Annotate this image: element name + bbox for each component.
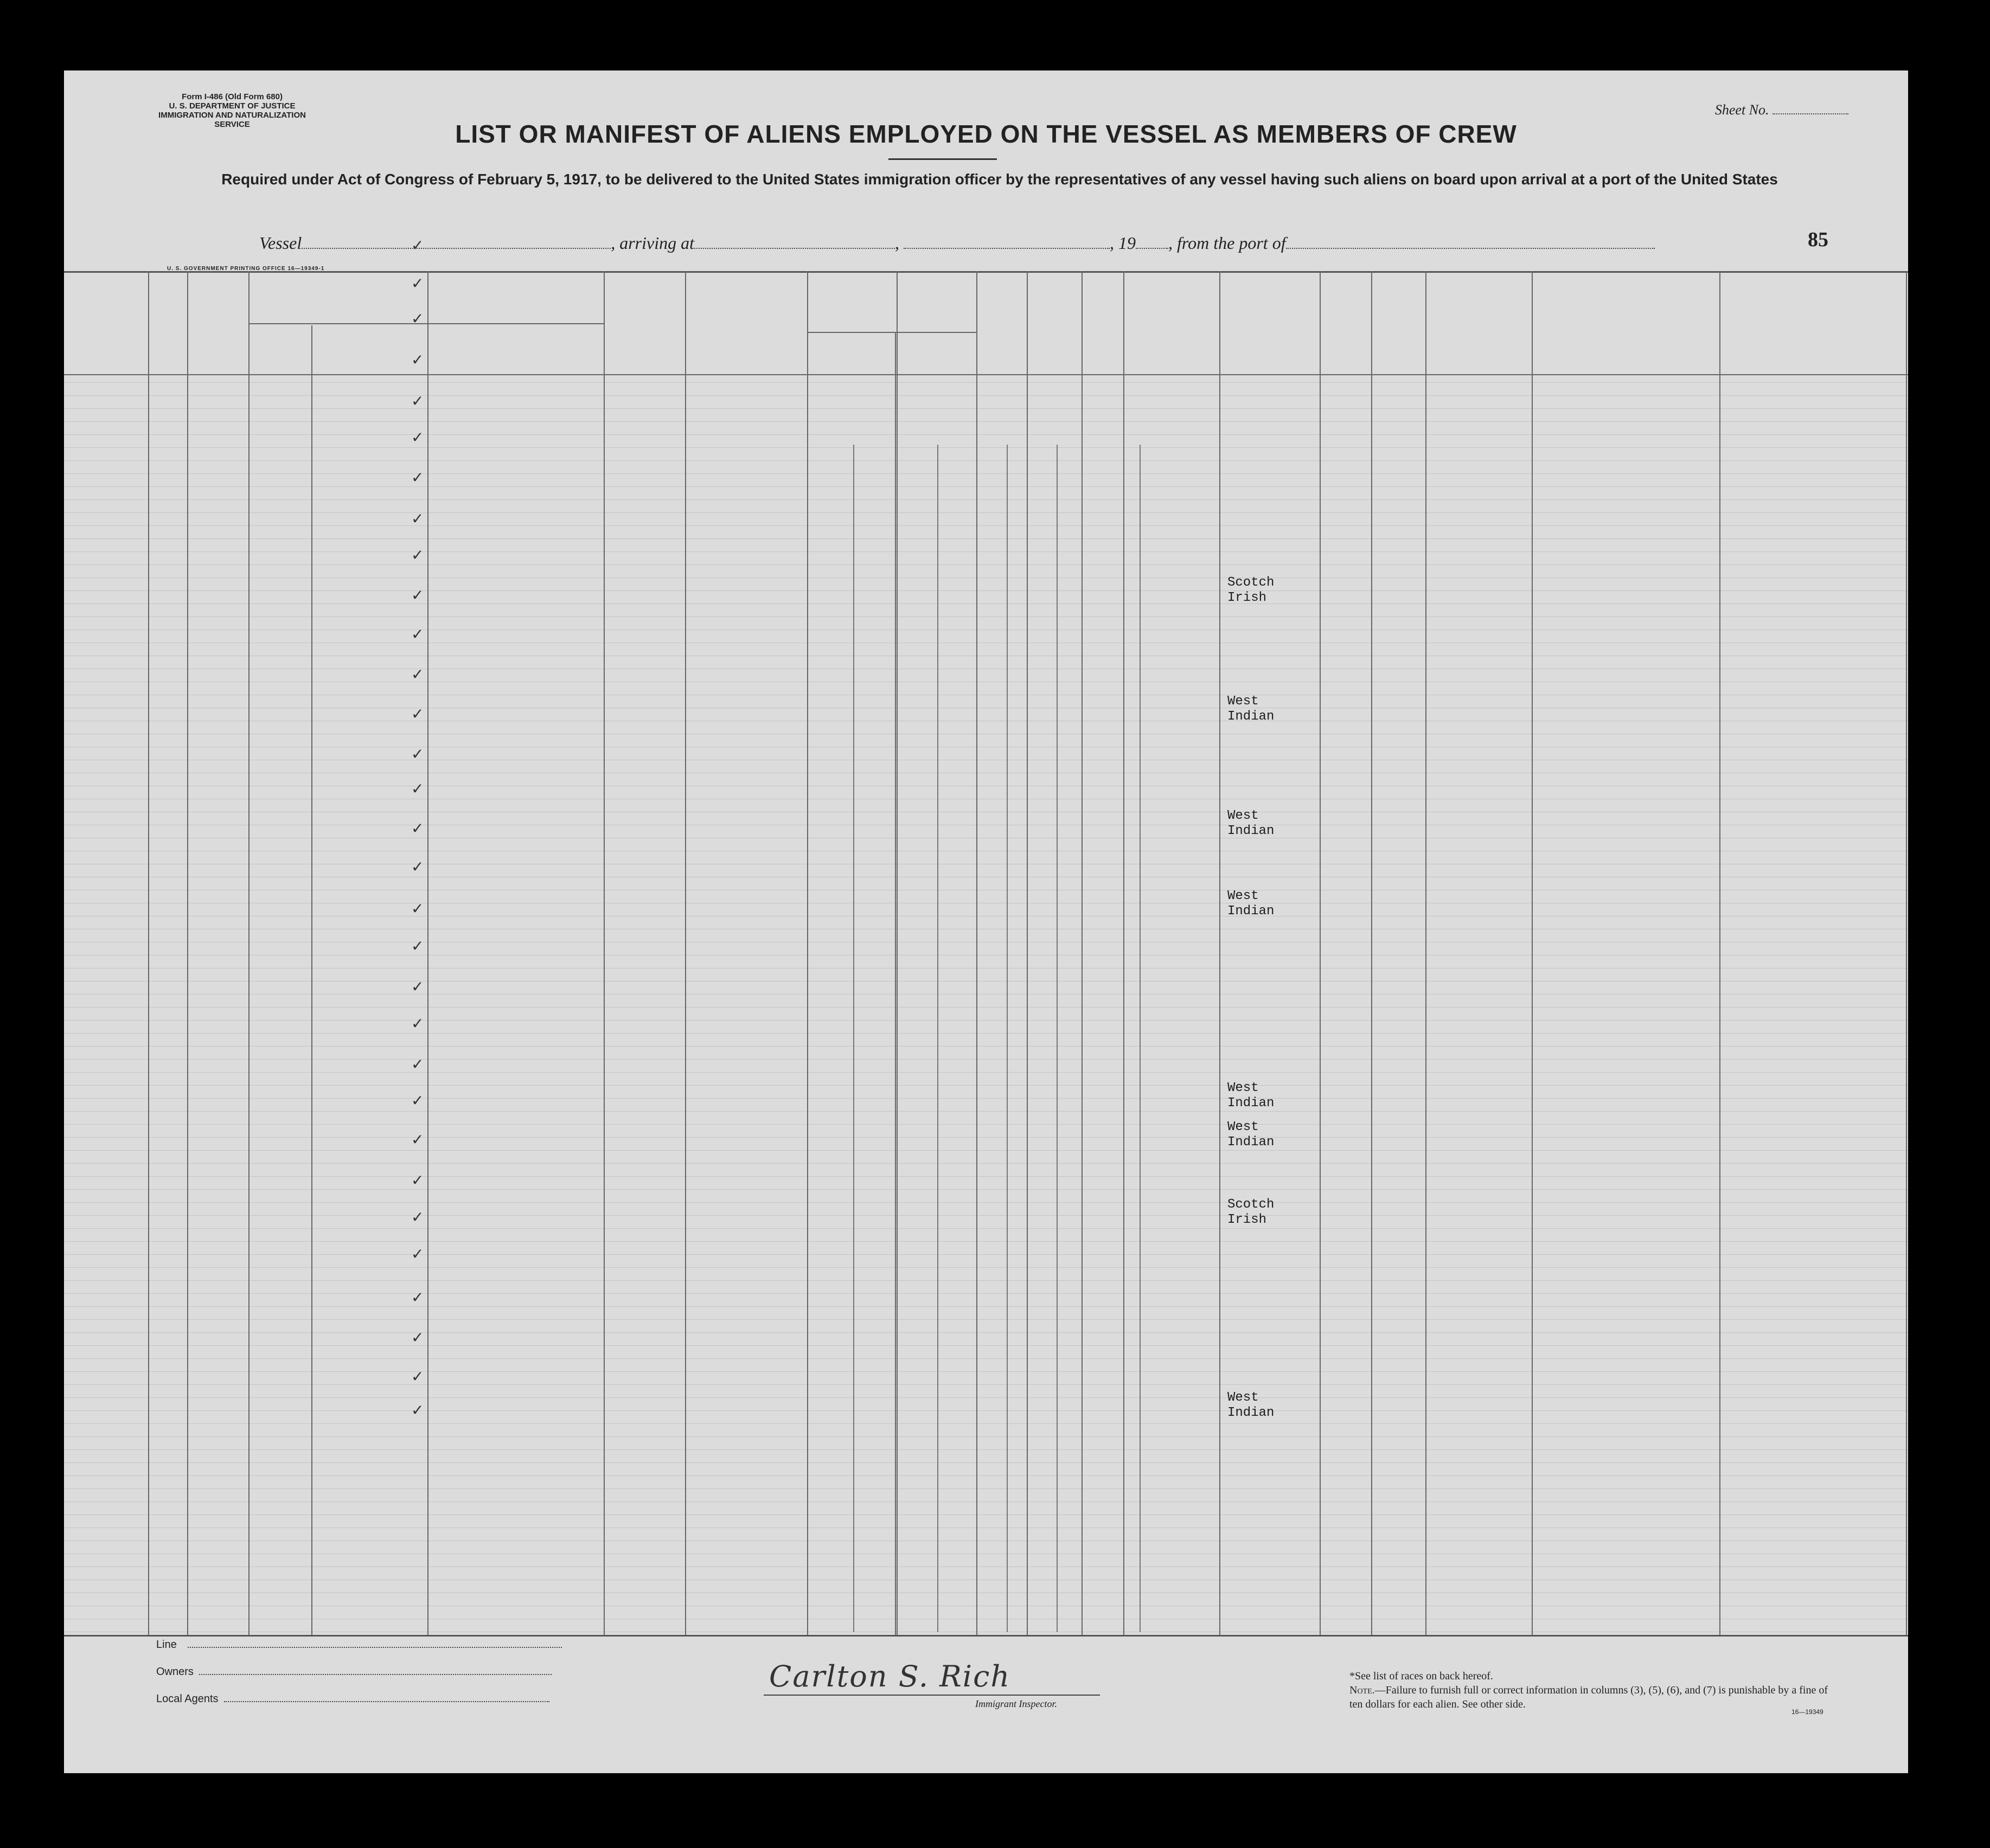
line-label: Line (156, 1639, 177, 1651)
ruling-line (64, 408, 1908, 409)
document-title: LIST OR MANIFEST OF ALIENS EMPLOYED ON THE VESSEL AS MEMBERS OF CREW (455, 120, 1517, 148)
column-rule (895, 332, 896, 1635)
ruling-line (64, 1007, 1908, 1008)
checkmark-icon: ✓ (411, 1092, 424, 1109)
page-number: 85 (1808, 228, 1828, 251)
ruling-line (64, 1202, 1908, 1203)
year-label: , 19 (1109, 233, 1136, 253)
checkmark-icon: ✓ (411, 1208, 424, 1226)
inspector-label: Immigrant Inspector. (975, 1698, 1057, 1709)
column-rule (1123, 271, 1124, 1635)
cell-race-line1: West (1227, 1081, 1259, 1095)
ruling-line (64, 1306, 1908, 1307)
ruling-line (64, 1033, 1908, 1034)
ruling-line (64, 1241, 1908, 1242)
column-rule (311, 325, 312, 1635)
ruling-line (64, 1189, 1908, 1190)
cell-race-line1: West (1227, 889, 1259, 903)
ruling-line (64, 1020, 1908, 1021)
port-label: , from the port of (1168, 233, 1286, 253)
cell-race-line1: West (1227, 1120, 1259, 1134)
ruling-line (64, 1150, 1908, 1151)
department-name: U. S. DEPARTMENT OF JUSTICE (169, 101, 296, 111)
ruling-line (64, 1163, 1908, 1164)
ruling-line (64, 473, 1908, 474)
ruling-line (64, 1137, 1908, 1138)
print-code: 16—19349 (1791, 1708, 1823, 1716)
table-top-rule (64, 271, 1908, 273)
checkmark-icon: ✓ (411, 1288, 424, 1306)
arriving-blank (694, 248, 895, 249)
cell-race-line1: Scotch (1227, 575, 1275, 590)
agents-label: Local Agents (156, 1693, 219, 1705)
footer-note (1349, 1669, 1838, 1711)
cell-race-line2: Indian (1227, 1096, 1275, 1111)
column-rule (148, 271, 149, 1635)
ruling-line (64, 1254, 1908, 1255)
checkmark-icon: ✓ (411, 937, 424, 955)
ruling-line (64, 1332, 1908, 1333)
ruling-line (64, 1358, 1908, 1359)
checkmark-icon: ✓ (411, 978, 424, 996)
ruling-line (64, 1176, 1908, 1177)
note-label: Note. (1349, 1684, 1375, 1696)
line-blank (188, 1647, 562, 1648)
ruling-line (64, 1475, 1908, 1476)
ruling-line (64, 1462, 1908, 1463)
checkmark-icon: ✓ (411, 546, 424, 564)
ruling-line (64, 1111, 1908, 1112)
checkmark-icon: ✓ (411, 819, 424, 837)
checkmark-icon: ✓ (411, 392, 424, 410)
checkmark-icon: ✓ (411, 625, 424, 643)
vessel-blank (302, 248, 611, 249)
ruling-line (64, 421, 1908, 422)
column-rule (1320, 271, 1321, 1635)
ruling-line (64, 1215, 1908, 1216)
column-rule (1027, 271, 1028, 1635)
ruling-line (64, 538, 1908, 539)
ruling-line (64, 1280, 1908, 1281)
column-rule (1082, 271, 1083, 1635)
checkmark-icon: ✓ (411, 274, 424, 292)
ruling-line (64, 447, 1908, 448)
column-rule (1906, 271, 1907, 1635)
checkmark-icon: ✓ (411, 1171, 424, 1189)
ruling-line (64, 1410, 1908, 1411)
column-rule (807, 271, 808, 1635)
checkmark-icon: ✓ (411, 1329, 424, 1346)
cell-race-line1: West (1227, 1390, 1259, 1405)
checkmark-icon: ✓ (411, 1131, 424, 1148)
ruling-line (64, 460, 1908, 461)
ditto-line (1057, 445, 1058, 1632)
ditto-line (1007, 445, 1008, 1632)
ruling-line (64, 1436, 1908, 1437)
ruling-line (64, 1423, 1908, 1424)
checkmark-icon: ✓ (411, 1401, 424, 1419)
checkmark-icon: ✓ (411, 310, 424, 328)
checkmark-icon: ✓ (411, 428, 424, 446)
owners-label: Owners (156, 1666, 194, 1678)
header-bottom-rule (64, 374, 1908, 375)
checkmark-icon: ✓ (411, 1368, 424, 1385)
ruling-line (64, 395, 1908, 396)
agents-blank (224, 1701, 549, 1702)
checkmark-icon: ✓ (411, 665, 424, 683)
ruling-line (64, 1046, 1908, 1047)
arriving-label: , arriving at (611, 233, 694, 253)
checkmark-icon: ✓ (411, 745, 424, 763)
ruling-line (64, 1488, 1908, 1489)
cell-race-line2: Indian (1227, 1406, 1275, 1420)
cell-race-line2: Indian (1227, 824, 1275, 838)
checkmark-icon: ✓ (411, 705, 424, 723)
ruling-line (64, 525, 1908, 526)
ruling-line (64, 1124, 1908, 1125)
document-subtitle: Required under Act of Congress of February 5, 1917, to be delivered to the United States immigration officer by the representatives of any vessel having such aliens on board upon arrival at a port of the United States (221, 171, 1778, 188)
column-rule (604, 271, 605, 1635)
sheet-number (1715, 102, 1848, 118)
cell-race-line2: Indian (1227, 1135, 1275, 1150)
checkmark-icon: ✓ (411, 900, 424, 917)
note-text: —Failure to furnish full or correct information in columns (3), (5), (6), and (7) is punishable by a fine of ten dollars for each alien. See other side. (1349, 1684, 1828, 1710)
sheet-number-label: Sheet No. (1714, 102, 1769, 118)
ruling-line (64, 551, 1908, 552)
ruling-line (64, 1384, 1908, 1385)
date-blank (904, 248, 1110, 249)
vessel-label: Vessel (259, 233, 302, 253)
ditto-line (853, 445, 854, 1632)
cell-race-line1: West (1227, 694, 1259, 709)
shipped-header-rule (807, 332, 976, 333)
column-rule (976, 271, 977, 1635)
printing-office-line: U. S. GOVERNMENT PRINTING OFFICE 16—19349-1 (167, 266, 325, 272)
checkmark-icon: ✓ (411, 236, 424, 254)
ruling-line (64, 1072, 1908, 1073)
checkmark-icon: ✓ (411, 1015, 424, 1032)
ruling-line (64, 1293, 1908, 1294)
ditto-line (1140, 445, 1141, 1632)
ditto-line (937, 445, 938, 1632)
checkmark-icon: ✓ (411, 586, 424, 604)
agents-field (156, 1693, 549, 1705)
checkmark-icon: ✓ (411, 469, 424, 486)
sheet-number-blank (1773, 113, 1848, 114)
ruling-line (64, 1345, 1908, 1346)
checkmark-icon: ✓ (411, 780, 424, 798)
line-field (156, 1639, 562, 1651)
cell-race-line2: Irish (1227, 591, 1267, 605)
ruling-line (64, 1228, 1908, 1229)
checkmark-icon: ✓ (411, 510, 424, 528)
signature-line (764, 1695, 1100, 1696)
vessel-line: Vessel , arriving at , , 19 , from the port of (259, 233, 1655, 253)
checkmark-icon: ✓ (411, 351, 424, 369)
column-rule (1219, 271, 1220, 1635)
table-bottom-rule (64, 1635, 1908, 1637)
cell-race-line2: Indian (1227, 904, 1275, 919)
penalty-note (1349, 1683, 1838, 1711)
ruling-line (64, 1449, 1908, 1450)
ruling-line (64, 486, 1908, 487)
ruling-line (64, 1059, 1908, 1060)
form-number: Form I-486 (Old Form 680) (182, 92, 283, 101)
port-blank (1286, 248, 1655, 249)
ruling-line (64, 1319, 1908, 1320)
cell-race-line2: Irish (1227, 1212, 1267, 1227)
ruling-line (64, 382, 1908, 383)
ruling-line (64, 512, 1908, 513)
cell-race-line2: Indian (1227, 709, 1275, 724)
column-rule (1532, 271, 1533, 1635)
cell-race-line1: West (1227, 809, 1259, 823)
ruling-line (64, 499, 1908, 500)
checkmark-icon: ✓ (411, 858, 424, 876)
ruling-line (64, 564, 1908, 565)
inspector-signature: Carlton S. Rich (769, 1659, 1011, 1693)
ruling-line (64, 1397, 1908, 1398)
column-rule (897, 271, 898, 1635)
column-rule (248, 271, 249, 1635)
ruling-line (64, 1371, 1908, 1372)
ruling-line (64, 1098, 1908, 1099)
column-rule (1371, 271, 1372, 1635)
ruling-line (64, 1085, 1908, 1086)
races-note: *See list of races on back hereof. (1349, 1670, 1493, 1682)
service-name: IMMIGRATION AND NATURALIZATION SERVICE (158, 111, 306, 129)
cell-race-line1: Scotch (1227, 1197, 1275, 1212)
column-rule (1719, 271, 1720, 1635)
ruling-line (64, 1267, 1908, 1268)
manifest-sheet (64, 70, 1908, 1773)
checkmark-icon: ✓ (411, 1245, 424, 1263)
column-rule (1425, 271, 1426, 1635)
column-rule (187, 271, 188, 1635)
checkmark-icon: ✓ (411, 1055, 424, 1073)
column-rule (685, 271, 686, 1635)
column-rule (427, 271, 428, 1635)
owners-blank (199, 1674, 552, 1675)
name-header-rule (248, 323, 604, 324)
title-rule (888, 158, 997, 160)
owners-field (156, 1666, 552, 1678)
year-blank (1136, 248, 1168, 249)
ruling-line (64, 434, 1908, 435)
